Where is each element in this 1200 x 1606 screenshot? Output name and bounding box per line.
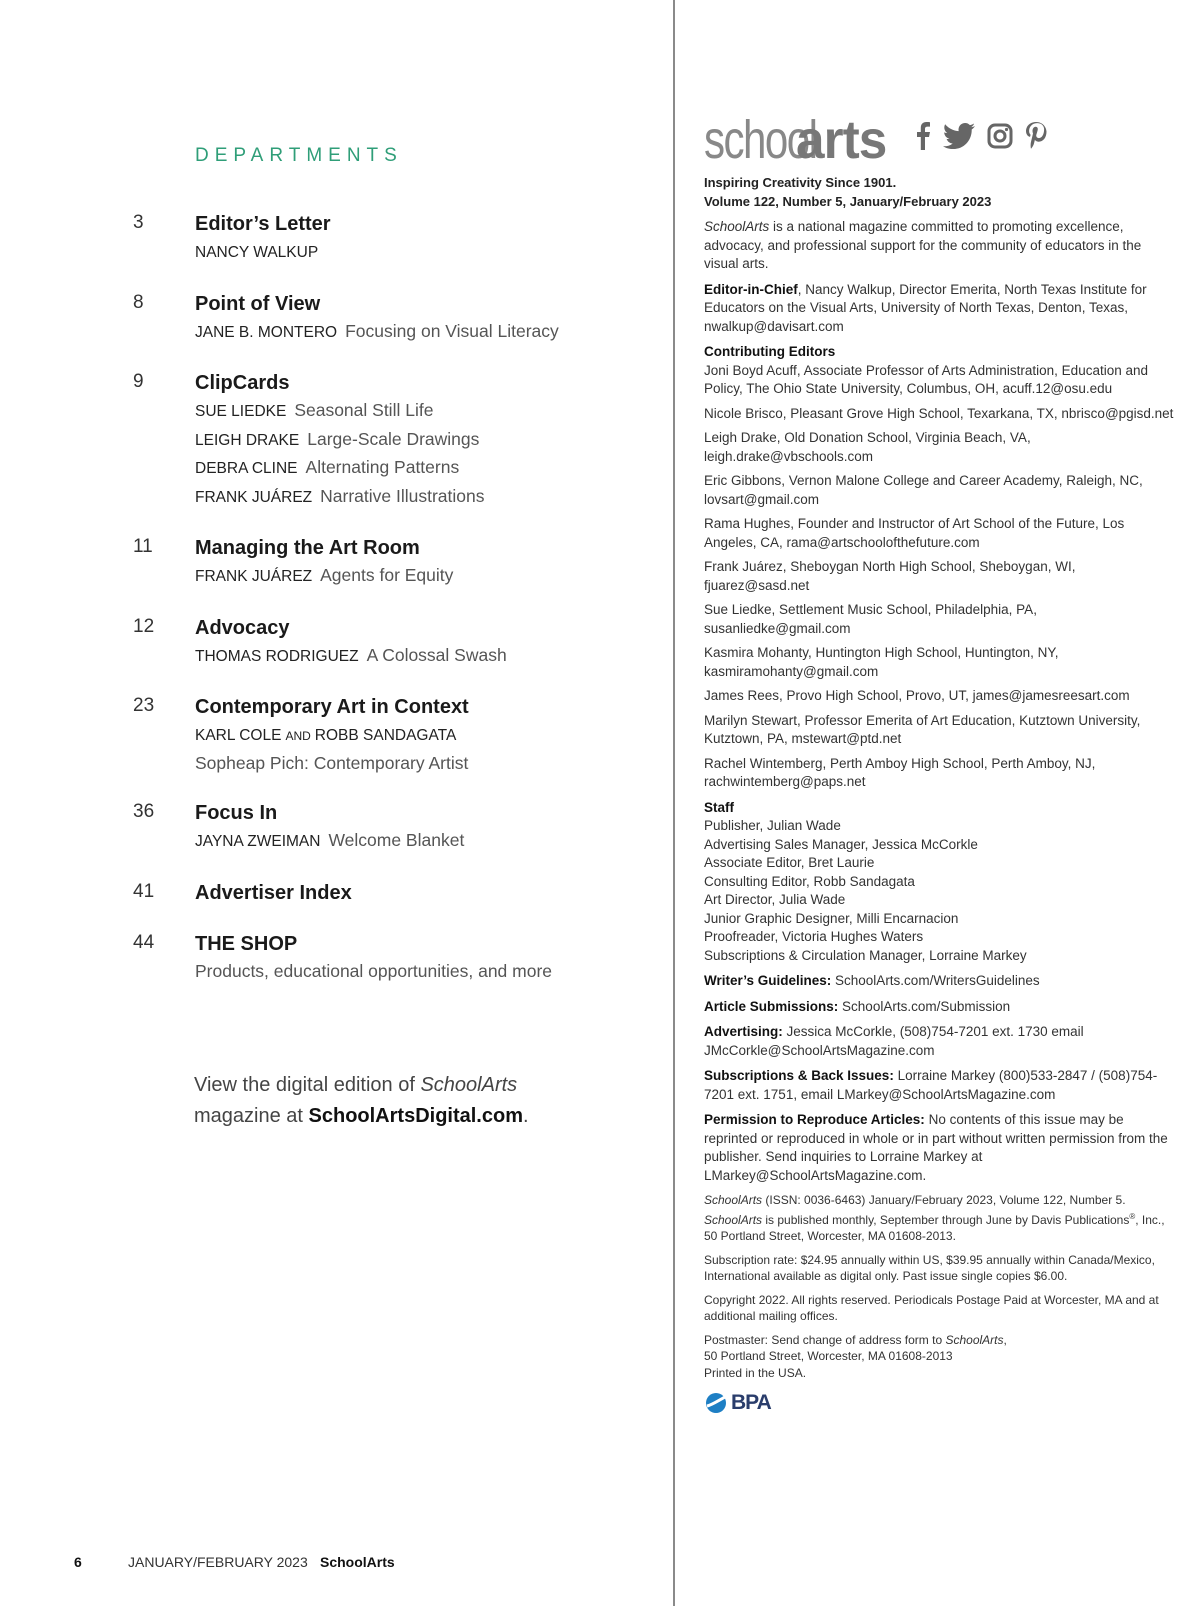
contributor-entry: Kasmira Mohanty, Huntington High School, Huntington, NY, kasmiramohanty@gmail.com (704, 645, 1059, 679)
postmaster-text: , (1003, 1332, 1007, 1347)
page-number: 3 (133, 212, 144, 233)
note-text: magazine at (194, 1105, 309, 1127)
article-title: Welcome Blanket (328, 830, 465, 850)
printed-in: Printed in the USA. (704, 1365, 807, 1380)
department-entry (0, 693, 670, 776)
advertising-contact (704, 1023, 1174, 1060)
department-title[interactable]: Managing the Art Room (195, 537, 420, 559)
issn-text: is published monthly, September through June by Davis Publications (762, 1212, 1130, 1227)
department-byline (195, 827, 670, 856)
page-number: 8 (133, 291, 144, 313)
schoolarts-logo (704, 112, 1174, 168)
department-entry (0, 799, 670, 856)
contributor-entry: Leigh Drake, Old Donation School, Virginia Beach, VA, leigh.drake@vbschools.com (704, 430, 1031, 464)
copyright-notice: Copyright 2022. All rights reserved. Periodicals Postage Paid at Worcester, MA and at additional mailing offices. (704, 1292, 1159, 1323)
department-title[interactable]: THE SHOP (195, 932, 298, 955)
contributor-entry: Eric Gibbons, Vernon Malone College and Career Academy, Raleigh, NC, lovsart@gmail.com (704, 473, 1143, 507)
page-number: 44 (133, 931, 155, 953)
twitter-icon[interactable] (943, 123, 975, 149)
magazine-name: SchoolArts (420, 1074, 518, 1096)
department-entry (0, 210, 670, 267)
department-byline (195, 426, 670, 455)
note-text: View the digital edition of (194, 1074, 421, 1096)
registered-mark: ® (1129, 1211, 1136, 1221)
author-conjunction: AND (285, 729, 311, 743)
staff-entry: Art Director, Julia Wade (704, 892, 846, 907)
department-description: Products, educational opportunities, and more (195, 960, 553, 981)
magazine-name: SchoolArts (704, 219, 770, 234)
tagline (704, 174, 1174, 211)
subscriptions-details: Lorraine Markey (800)533-2847 / (508)754-7201 ext. 1751, email LMarkey@SchoolArtsMagazine.com (704, 1068, 1158, 1102)
logo-arts-text: arts (796, 110, 887, 170)
page-number: 11 (133, 536, 153, 557)
bpa-logo (704, 1391, 1174, 1415)
section-label: Writer’s Guidelines: (704, 973, 832, 988)
department-entry (0, 879, 670, 907)
author-name: KARL COLE (195, 727, 282, 744)
author-name: FRANK JUÁREZ (195, 568, 313, 585)
author-name: FRANK JUÁREZ (195, 488, 313, 506)
author-name: JAYNA ZWEIMAN (195, 833, 321, 850)
writers-guidelines (704, 972, 1174, 991)
department-entry (0, 930, 670, 985)
article-title: Sopheap Pich: Contemporary Artist (195, 752, 469, 773)
subscriptions-contact (704, 1067, 1174, 1104)
page-number: 23 (133, 695, 155, 716)
permission-notice (704, 1111, 1174, 1185)
article-title: Alternating Patterns (305, 457, 460, 477)
footer-issue-date: JANUARY/FEBRUARY 2023 (128, 1554, 308, 1570)
instagram-icon[interactable] (987, 123, 1013, 149)
page-number: 41 (133, 880, 155, 902)
section-label: Editor-in-Chief (704, 281, 798, 297)
digital-edition-link[interactable]: SchoolArtsDigital.com (308, 1105, 523, 1127)
author-name: LEIGH DRAKE (195, 431, 300, 449)
column-divider (673, 0, 675, 1606)
contributor-entry: Rachel Wintemberg, Perth Amboy High School, Perth Amboy, NJ, rachwintemberg@paps.net (704, 755, 1096, 789)
contributor-entry: Marilyn Stewart, Professor Emerita of Art Education, Kutztown University, Kutztown, PA, mstewart@ptd.net (704, 712, 1141, 746)
postmaster-address: 50 Portland Street, Worcester, MA 01608-2013 (704, 1349, 953, 1363)
department-title[interactable]: Focus In (195, 802, 278, 824)
mission-statement (704, 218, 1174, 274)
section-label: Staff (704, 799, 734, 815)
author-name: THOMAS RODRIGUEZ (195, 647, 359, 665)
staff-entry: Associate Editor, Bret Laurie (704, 855, 875, 870)
staff-entry: Proofreader, Victoria Hughes Waters (704, 929, 924, 944)
department-entry (0, 369, 670, 511)
department-byline (195, 318, 670, 347)
mission-text: is a national magazine committed to promoting excellence, advocacy, and professional support for the community of educators in the visual arts. (704, 219, 1142, 271)
departments-heading: DEPARTMENTS (195, 145, 403, 166)
postmaster-notice (704, 1332, 1174, 1382)
contributor-entry: Rama Hughes, Founder and Instructor of Art School of the Future, Los Angeles, CA, rama@artschoolofthefuture.com (704, 516, 1125, 550)
submissions-link[interactable]: SchoolArts.com/Submission (838, 998, 1011, 1014)
department-byline (195, 454, 670, 483)
department-byline (195, 238, 670, 267)
masthead (704, 112, 1174, 1415)
magazine-name: SchoolArts (704, 1193, 763, 1207)
author-name: JANE B. MONTERO (195, 323, 338, 341)
staff-entry: Publisher, Julian Wade (704, 818, 841, 833)
page-number: 9 (133, 371, 144, 392)
author-name: NANCY WALKUP (195, 244, 319, 261)
facebook-icon[interactable] (915, 122, 931, 150)
footer-page-number: 6 (74, 1554, 82, 1570)
page-number: 36 (133, 801, 155, 822)
contributing-editors (704, 343, 1174, 399)
department-title[interactable]: ClipCards (195, 372, 290, 394)
department-entry (0, 614, 670, 671)
author-name: ROBB SANDAGATA (314, 727, 457, 744)
article-title: Agents for Equity (320, 565, 454, 585)
departments-list (0, 210, 670, 1007)
section-label: Article Submissions: (704, 998, 839, 1014)
page-number: 12 (133, 615, 155, 637)
contributor-entry: Joni Boyd Acuff, Associate Professor of Arts Administration, Education and Policy, The Ohio State University, Columbus, OH, acuff.12@osu.edu (704, 362, 1148, 396)
article-title: Focusing on Visual Literacy (345, 320, 559, 341)
logo-school-text: school (704, 110, 817, 170)
article-submissions (704, 998, 1174, 1017)
staff-entry: Advertising Sales Manager, Jessica McCorkle (704, 836, 978, 852)
author-name: SUE LIEDKE (195, 403, 287, 420)
department-entry (0, 534, 670, 591)
staff-list (704, 799, 1174, 966)
issn-text: , Inc., 50 Portland Street, Worcester, MA 01608-2013. (704, 1212, 1165, 1243)
section-label: Contributing Editors (704, 344, 836, 359)
tagline-line: Inspiring Creativity Since 1901. (704, 175, 897, 190)
magazine-name: SchoolArts (704, 1212, 763, 1227)
digital-edition-note (194, 1070, 594, 1132)
department-title[interactable]: Advertiser Index (195, 881, 352, 904)
contributor-entry: Nicole Brisco, Pleasant Grove High School, Texarkana, TX, nbrisco@pgisd.net (704, 405, 1174, 421)
note-text: . (523, 1105, 529, 1127)
department-byline (195, 397, 670, 426)
contributor-entry: James Rees, Provo High School, Provo, UT, james@jamesreesart.com (704, 688, 1130, 703)
postmaster-text: Postmaster: Send change of address form to (704, 1332, 946, 1347)
staff-entry: Junior Graphic Designer, Milli Encarnacion (704, 910, 959, 926)
social-links (915, 122, 1047, 150)
section-label: Subscriptions & Back Issues: (704, 1068, 894, 1083)
editor-in-chief (704, 281, 1174, 337)
section-label: Advertising: (704, 1024, 783, 1039)
magazine-name: SchoolArts (945, 1332, 1004, 1347)
issn-text: (ISSN: 0036-6463) January/February 2023, Volume 122, Number 5. (762, 1193, 1126, 1207)
department-byline (195, 483, 670, 512)
pinterest-icon[interactable] (1025, 122, 1047, 150)
department-entry (0, 290, 670, 347)
department-title[interactable]: Contemporary Art in Context (195, 696, 469, 718)
bpa-logo-text: BPA (731, 1391, 771, 1414)
department-title[interactable]: Advocacy (195, 616, 290, 639)
volume-line: Volume 122, Number 5, January/February 2023 (704, 193, 992, 209)
department-title[interactable]: Editor’s Letter (195, 213, 331, 235)
article-title: A Colossal Swash (366, 644, 507, 665)
author-name: DEBRA CLINE (195, 460, 298, 477)
department-byline (195, 562, 670, 591)
contributor-entry: Frank Juárez, Sheboygan North High School, Sheboygan, WI, fjuarez@sasd.net (704, 559, 1076, 593)
bpa-globe-icon (704, 1392, 728, 1414)
subscription-rate: Subscription rate: $24.95 annually within US, $39.95 annually within Canada/Mexico, International available as digital only. Past issue single copies $6.00. (704, 1252, 1155, 1283)
department-title[interactable]: Point of View (195, 292, 321, 315)
staff-entry: Subscriptions & Circulation Manager, Lorraine Markey (704, 947, 1027, 963)
department-byline (195, 721, 670, 750)
article-title: Large-Scale Drawings (307, 428, 480, 449)
footer-publication: SchoolArts (320, 1554, 395, 1570)
contributor-entry: Sue Liedke, Settlement Music School, Philadelphia, PA, susanliedke@gmail.com (704, 602, 1037, 636)
editor-details: , Nancy Walkup, Director Emerita, North Texas Institute for Educators on the Visual Arts, University of North Texas, Denton, Texas, nwalkup@davisart.com (704, 281, 1147, 334)
article-title: Narrative Illustrations (320, 485, 485, 506)
writers-guidelines-link[interactable]: SchoolArts.com/WritersGuidelines (831, 973, 1040, 988)
section-label: Permission to Reproduce Articles: (704, 1112, 925, 1127)
advertising-details: Jessica McCorkle, (508)754-7201 ext. 1730 email JMcCorkle@SchoolArtsMagazine.com (704, 1024, 1084, 1058)
permission-details: No contents of this issue may be reprinted or reproduced in whole or in part without written permission from the publisher. Send inquiries to Lorraine Markey at LMarkey@SchoolArtsMagazine.com. (704, 1112, 1168, 1183)
issn-statement (704, 1192, 1174, 1245)
article-title: Seasonal Still Life (294, 400, 434, 420)
department-byline (195, 642, 670, 671)
staff-entry: Consulting Editor, Robb Sandagata (704, 873, 915, 889)
